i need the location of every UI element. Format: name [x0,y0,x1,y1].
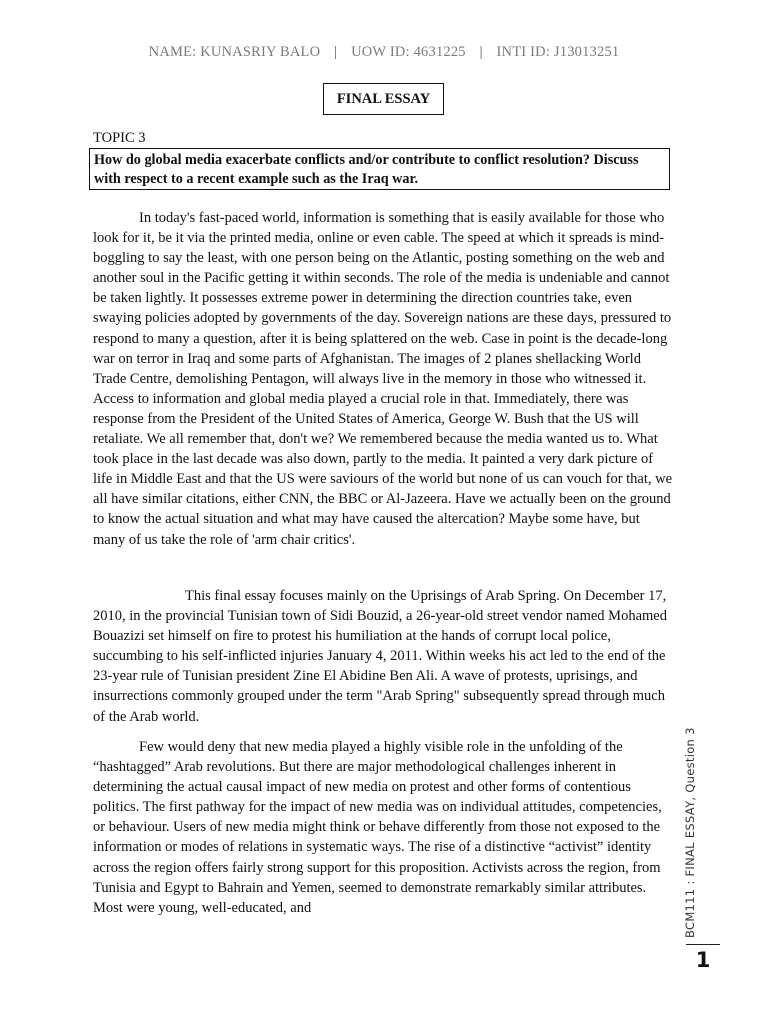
course-side-label: BCM111 : FINAL ESSAY, Question 3 [683,727,697,938]
page-number: 1 [695,948,711,972]
paragraph-3: Few would deny that new media played a highly visible role in the unfolding of the “hashtagged” Arab revolutions. But there are major methodological challenges inherent in determining the actual causal impact of new media on protest and other forms of contentious politics. The first pathway for the impact of new media was on individual attitudes, competencies, or behaviour. Users of new media might think or behave differently from those not exposed to the information or modes of relations in systematic ways. The rise of a distinctive “activist” identity across the region offers fairly strong support for this proposition. Activists across the region, from Tunisia and Egypt to Bahrain and Yemen, seemed to demonstrate remarkably similar attributes. Most were young, well-educated, and [93,739,662,916]
essay-title: FINAL ESSAY [323,83,444,115]
essay-question: How do global media exacerbate conflicts and/or contribute to conflict resolution? Discuss with respect to a recent example such as the Iraq war. [89,148,670,190]
document-header [0,44,768,61]
header-separator: | [334,44,338,60]
paragraph-1: In today's fast-paced world, information is something that is easily available for those who look for it, be it via the printed media, online or even cable. The speed at which it spreads is mind-boggling to say the least, with one person being on the Atlantic, posting something on the web and another soul in the Pacific getting it within seconds. The role of the media is undeniable and cannot be taken lightly. It possesses extreme power in determining the direction countries take, even swaying policies adopted by governments of the day. Sovereign nations are these days, pressured to respond to many a question, after it is being splattered on the web. Case in point is the decade-long war on terror in Iraq and some parts of Afghanistan. The images of 2 planes shellacking World Trade Centre, demolishing Pentagon, will always live in the memory in those who witnessed it. Access to information and global media played a crucial role in that. Immediately, there was response from the President of the United States of America, George W. Bush that the US will retaliate. We all remember that, don't we? We remembered because the media wanted us to. What took place in the last decade was also down, partly to the media. It painted a very dark picture of life in Middle East and that the US were saviours of the world but none of us can vouch for that, we all have similar citations, either CNN, the BBC or Al-Jazeera. Have we actually been on the ground to know the actual situation and what may have caused the altercation? Maybe some have, but many of us take the role of 'arm chair critics'. [93,210,673,548]
uow-id: UOW ID: 4631225 [351,44,466,60]
inti-id: INTI ID: J13013251 [496,44,620,60]
paragraph-2: This final essay focuses mainly on the Uprisings of Arab Spring. On December 17, 2010, in the provincial Tunisian town of Sidi Bouzid, a 26-year-old street vendor named Mohamed Bouazizi set himself on fire to protest his humiliation at the hands of corrupt local police, succumbing to his self-inflicted injuries January 4, 2011. Within weeks his act led to the end of the 23-year rule of Tunisian president Zine El Abidine Ben Ali. A wave of protests, uprisings, and insurrections commonly grouped under the term "Arab Spring" subsequently spread through much of the Arab world. [93,588,667,725]
footer-divider [686,944,720,945]
topic-label: TOPIC 3 [93,130,146,146]
header-separator: | [479,44,483,60]
student-name: NAME: KUNASRIY BALO [148,44,321,60]
